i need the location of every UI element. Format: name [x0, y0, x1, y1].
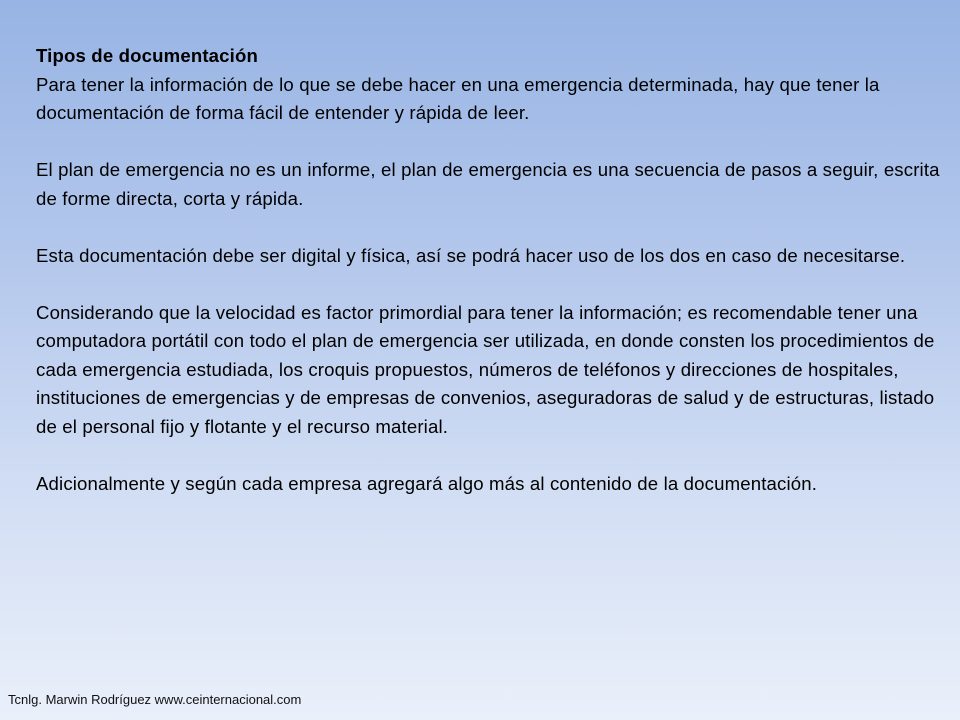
paragraph-format: Esta documentación debe ser digital y física, así se podrá hacer uso de los dos en caso de necesitarse. [36, 244, 906, 266]
slide-content [36, 42, 948, 498]
paragraph-intro: Para tener la información de lo que se debe hacer en una emergencia determinada, hay que tener la documentación de forma fácil de entender y rápida de leer. [36, 73, 880, 123]
paragraph-spacer [36, 441, 948, 470]
slide-title: Tipos de documentación [36, 45, 258, 66]
paragraph-spacer [36, 128, 948, 157]
paragraph-spacer [36, 270, 948, 299]
paragraph-plan: El plan de emergencia no es un informe, el plan de emergencia es una secuencia de pasos a seguir, escrita de forme directa, corta y rápida. [36, 159, 940, 209]
paragraph-spacer [36, 213, 948, 242]
paragraph-laptop: Considerando que la velocidad es factor primordial para tener la información; es recomendable tener una computadora portátil con todo el plan de emergencia ser utilizada, en donde consten los procedimientos de cada emergencia estudiada, los croquis propuestos, números de teléfonos y direcciones de hospitales, instituciones de emergencias y de empresas de convenios, aseguradoras de salud y de estructuras, listado de el personal fijo y flotante y el recurso material. [36, 301, 935, 437]
footer-credit: Tcnlg. Marwin Rodríguez www.ceinternacional.com [8, 692, 302, 707]
paragraph-additional: Adicionalmente y según cada empresa agregará algo más al contenido de la documentación. [36, 472, 818, 494]
